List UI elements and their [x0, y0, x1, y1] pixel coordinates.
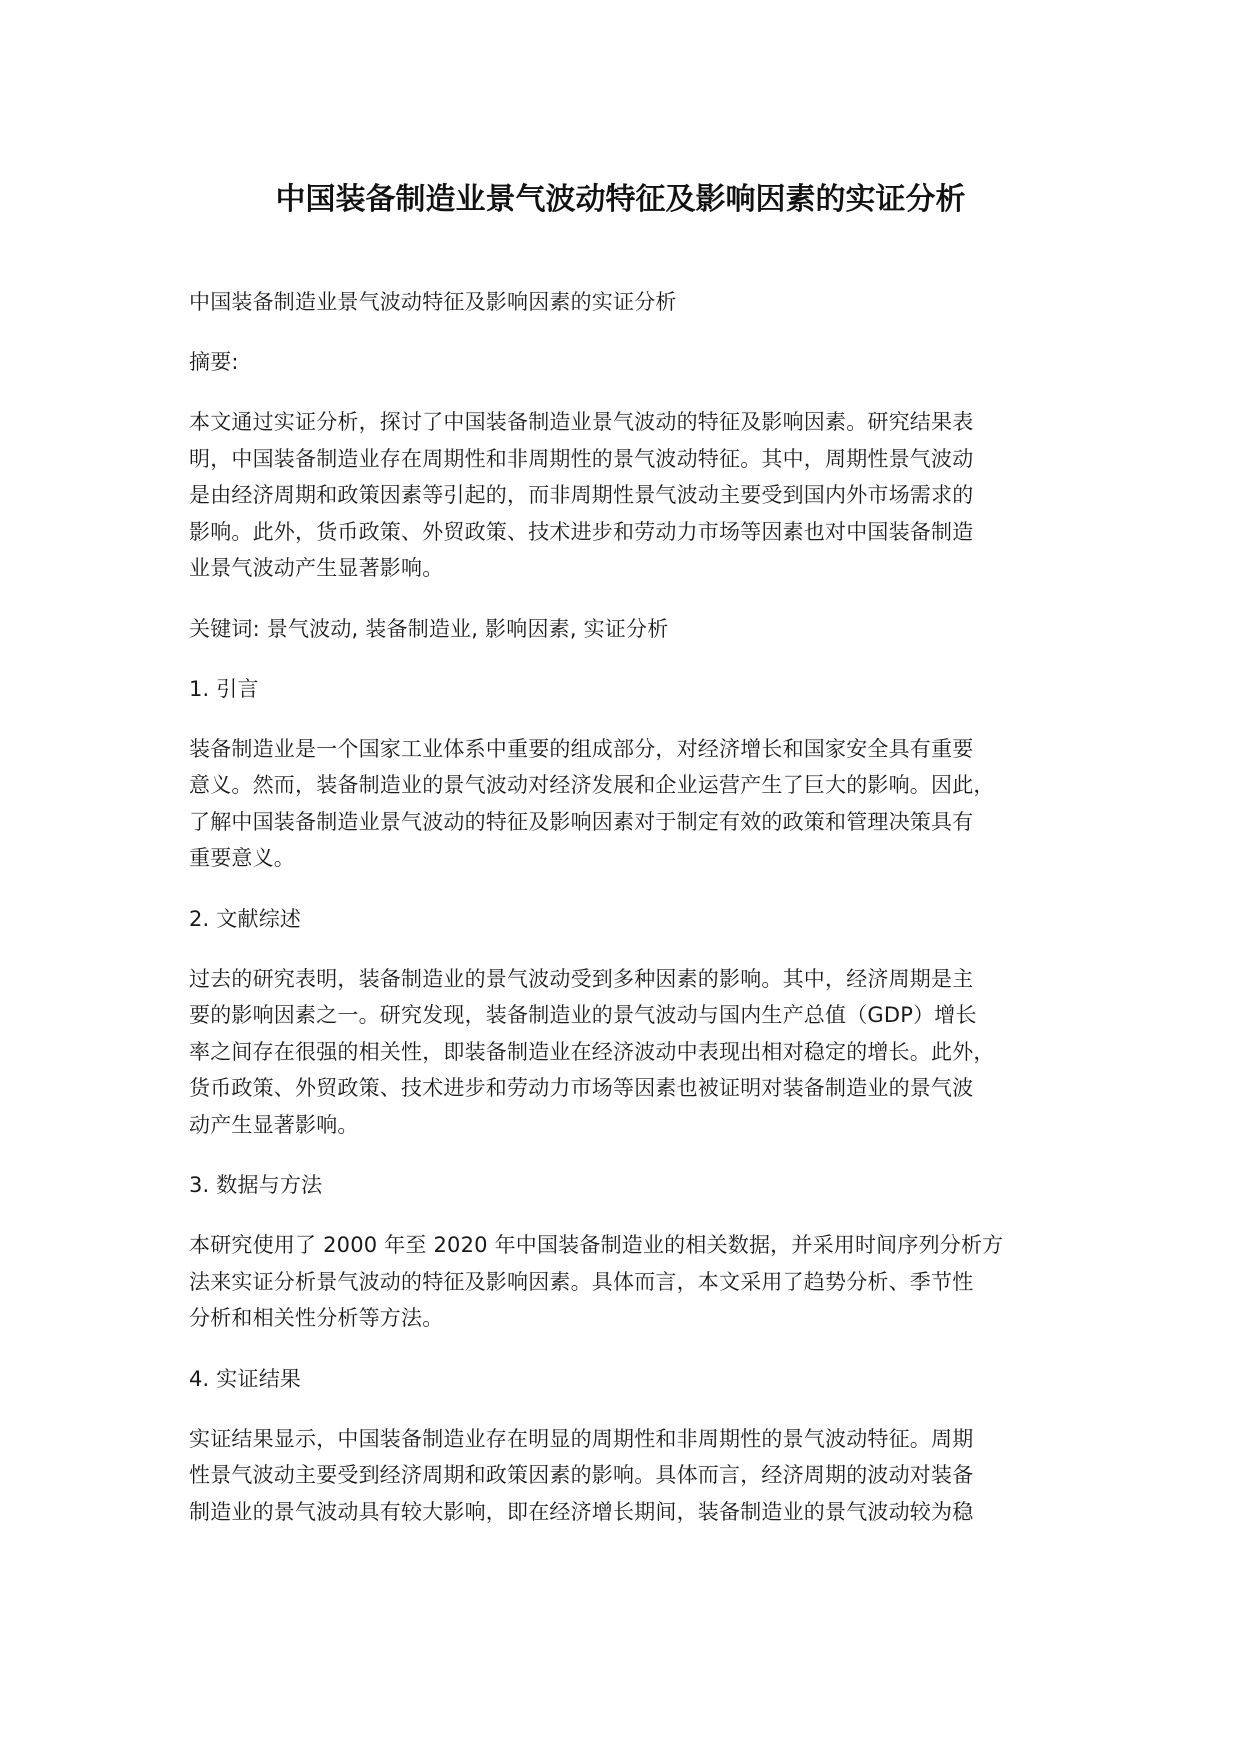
abstract-line: 本文通过实证分析，探讨了中国装备制造业景气波动的特征及影响因素。研究结果表 — [189, 410, 974, 434]
keywords: 关键词: 景气波动, 装备制造业, 影响因素, 实证分析 — [189, 616, 669, 641]
document-subtitle: 中国装备制造业景气波动特征及影响因素的实证分析 — [189, 290, 677, 314]
document-body — [189, 284, 1069, 1554]
paragraph-line: 装备制造业是一个国家工业体系中重要的组成部分，对经济增长和国家安全具有重要 — [189, 736, 974, 761]
abstract-line: 是由经济周期和政策因素等引起的，而非周期性景气波动主要受到国内外市场需求的 — [189, 483, 974, 507]
paragraph-line: 过去的研究表明，装备制造业的景气波动受到多种因素的影响。其中，经济周期是主 — [189, 966, 974, 991]
paragraph-line: 率之间存在很强的相关性，即装备制造业在经济波动中表现出相对稳定的增长。此外， — [189, 1039, 995, 1064]
paragraph-line: 本研究使用了 2000 年至 2020 年中国装备制造业的相关数据，并采用时间序列分析方 — [189, 1233, 1004, 1257]
introduction-paragraph — [189, 731, 1069, 877]
paragraph-line: 法来实证分析景气波动的特征及影响因素。具体而言，本文采用了趋势分析、季节性 — [189, 1269, 974, 1294]
section-heading-data-methods: 3. 数据与方法 — [189, 1173, 323, 1197]
data-methods-paragraph — [189, 1227, 1069, 1337]
paragraph-line: 意义。然而，装备制造业的景气波动对经济发展和企业运营产生了巨大的影响。因此， — [189, 773, 995, 797]
paragraph-line: 分析和相关性分析等方法。 — [189, 1306, 444, 1330]
paragraph-line: 实证结果显示，中国装备制造业存在明显的周期性和非周期性的景气波动特征。周期 — [189, 1426, 974, 1451]
paragraph-line: 重要意义。 — [189, 846, 295, 870]
paragraph-line: 要的影响因素之一。研究发现，装备制造业的景气波动与国内生产总值（GDP）增长 — [189, 1003, 977, 1027]
section-heading-literature-review: 2. 文献综述 — [189, 906, 302, 931]
abstract-line: 影响。此外，货币政策、外贸政策、技术进步和劳动力市场等因素也对中国装备制造 — [189, 519, 974, 544]
literature-review-paragraph — [189, 961, 1069, 1144]
section-heading-introduction: 1. 引言 — [189, 676, 259, 701]
paragraph-line: 了解中国装备制造业景气波动的特征及影响因素对于制定有效的政策和管理决策具有 — [189, 809, 974, 834]
abstract-line: 明，中国装备制造业存在周期性和非周期性的景气波动特征。其中，周期性景气波动 — [189, 446, 974, 471]
abstract-line: 业景气波动产生显著影响。 — [189, 556, 444, 580]
document-title: 中国装备制造业景气波动特征及影响因素的实证分析 — [275, 182, 966, 217]
abstract-paragraph — [189, 404, 1069, 587]
abstract-label: 摘要: — [189, 350, 239, 374]
results-paragraph — [189, 1421, 1069, 1531]
paragraph-line: 货币政策、外贸政策、技术进步和劳动力市场等因素也被证明对装备制造业的景气波 — [189, 1076, 974, 1100]
paragraph-line: 动产生显著影响。 — [189, 1112, 359, 1137]
paragraph-line: 性景气波动主要受到经济周期和政策因素的影响。具体而言，经济周期的波动对装备 — [189, 1463, 974, 1487]
paragraph-line: 制造业的景气波动具有较大影响，即在经济增长期间，装备制造业的景气波动较为稳 — [189, 1499, 974, 1524]
section-heading-results: 4. 实证结果 — [189, 1366, 302, 1391]
